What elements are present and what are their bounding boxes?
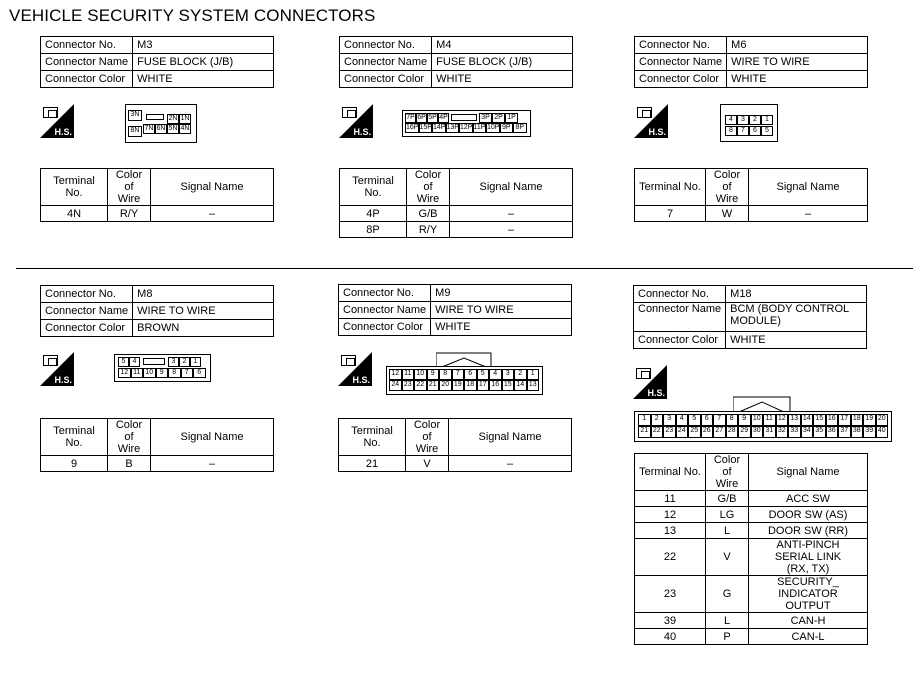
connector-color-label: Connector Color [340, 71, 432, 88]
table-row [635, 576, 868, 613]
pin: 22 [414, 380, 427, 391]
terminal-no: 39 [635, 613, 706, 629]
pin: 2P [492, 113, 505, 123]
pin: 38 [851, 426, 864, 438]
terminal-no: 4N [41, 206, 108, 222]
pin: 11 [131, 368, 144, 378]
terminal-no: 4P [340, 206, 407, 222]
pin: 8 [168, 368, 181, 378]
terminal-no: 21 [339, 456, 406, 472]
connector-no-value: M18 [726, 286, 867, 303]
terminal-no-header: Terminal No. [339, 419, 406, 456]
connector-m6-terminals [634, 168, 868, 222]
hs-label: H.S. [352, 375, 370, 385]
connector-m4-terminals [339, 168, 573, 238]
pin: 39 [863, 426, 876, 438]
pin: 2 [514, 369, 527, 380]
connector-name-label: Connector Name [635, 54, 727, 71]
wire-color-header: Color of Wire [406, 419, 449, 456]
signal-name: – [749, 206, 868, 222]
pin: 37 [838, 426, 851, 438]
pin: 4 [129, 357, 140, 367]
terminal-no: 8P [340, 222, 407, 238]
pin: 5 [118, 357, 129, 367]
connector-name-value: WIRE TO WIRE [431, 302, 572, 319]
hs-icon [338, 352, 372, 386]
wire-color: G/B [407, 206, 450, 222]
wire-color: W [706, 206, 749, 222]
signal-name: – [449, 456, 572, 472]
table-row [635, 539, 868, 576]
connector-no-value: M6 [727, 37, 868, 54]
pin: 8P [513, 123, 527, 133]
pin: 24 [676, 426, 689, 438]
pin: 7N [144, 125, 154, 132]
pin: 8 [439, 369, 452, 380]
connector-key [451, 114, 477, 121]
signal-name: CAN-L [749, 629, 868, 645]
pin: 2 [179, 357, 190, 367]
pin: 9P [500, 123, 514, 133]
pin: 10 [414, 369, 427, 380]
connector-name-label: Connector Name [41, 54, 133, 71]
pin: 28 [726, 426, 739, 438]
wire-color: L [706, 523, 749, 539]
table-row [635, 523, 868, 539]
pin: 25 [688, 426, 701, 438]
pin: 4 [725, 115, 737, 125]
hs-icon [339, 104, 373, 138]
pin: 4P [439, 114, 448, 121]
pin: 5 [761, 126, 773, 136]
pin: 9 [738, 414, 751, 426]
connector-color-value: BROWN [133, 320, 274, 337]
pin: 4 [489, 369, 502, 380]
pin: 31 [763, 426, 776, 438]
pin: 15 [502, 380, 515, 391]
pin: 21 [638, 426, 651, 438]
pin: 18 [464, 380, 477, 391]
hs-label: H.S. [353, 127, 371, 137]
terminal-no: 40 [635, 629, 706, 645]
pin: 16P [406, 124, 419, 131]
terminal-no-header: Terminal No. [41, 169, 108, 206]
connector-name-label: Connector Name [634, 303, 726, 332]
connector-m9-face [386, 366, 543, 395]
hs-icon [40, 104, 74, 138]
connector-color-label: Connector Color [41, 320, 133, 337]
pin: 4N [180, 125, 190, 132]
pin: 6P [417, 114, 426, 121]
wire-color: P [706, 629, 749, 645]
connector-no-label: Connector No. [635, 37, 727, 54]
connector-color-label: Connector Color [339, 319, 431, 336]
pin: 1 [761, 115, 773, 125]
terminal-no: 9 [41, 456, 108, 472]
connector-name-label: Connector Name [41, 303, 133, 320]
connector-m6-info [634, 36, 868, 88]
table-row [635, 491, 868, 507]
wire-color-header: Color of Wire [407, 169, 450, 206]
connector-no-label: Connector No. [41, 286, 133, 303]
pin: 3 [502, 369, 515, 380]
pin: 1N [180, 115, 190, 122]
terminal-no-header: Terminal No. [340, 169, 407, 206]
signal-name: SECURITY_ INDICATOR OUTPUT [749, 576, 868, 613]
wire-color: G [706, 576, 749, 613]
connector-color-label: Connector Color [634, 332, 726, 349]
pin: 12 [776, 414, 789, 426]
pin: 6 [749, 126, 761, 136]
signal-name: DOOR SW (RR) [749, 523, 868, 539]
pin: 5 [688, 414, 701, 426]
hs-icon [633, 365, 667, 399]
pin: 3 [663, 414, 676, 426]
pin: 12 [118, 368, 131, 378]
wire-color-header: Color of Wire [706, 169, 749, 206]
connector-m3-info [40, 36, 274, 88]
signal-name: DOOR SW (AS) [749, 507, 868, 523]
connector-no-value: M3 [133, 37, 274, 54]
connector-m18-info [633, 285, 867, 349]
pin: 5N [168, 125, 178, 132]
pin: 4 [676, 414, 689, 426]
pin: 27 [713, 426, 726, 438]
table-row [339, 456, 572, 472]
connector-name-label: Connector Name [339, 302, 431, 319]
pin: 21 [427, 380, 440, 391]
hs-label: H.S. [647, 388, 665, 398]
connector-no-label: Connector No. [634, 286, 726, 303]
connector-m4-info [339, 36, 573, 88]
pin: 23 [663, 426, 676, 438]
signal-name: – [450, 206, 573, 222]
pin: 9 [156, 368, 169, 378]
pin: 11P [473, 124, 486, 131]
page-title: VEHICLE SECURITY SYSTEM CONNECTORS [9, 6, 376, 25]
pin: 17 [477, 380, 490, 391]
pin: 2N [168, 115, 178, 122]
connector-name-value: FUSE BLOCK (J/B) [432, 54, 573, 71]
wire-color: B [108, 456, 151, 472]
pin: 6 [701, 414, 714, 426]
pin: 20 [876, 414, 889, 426]
signal-name-header: Signal Name [151, 169, 274, 206]
pin: 34 [801, 426, 814, 438]
terminal-no: 23 [635, 576, 706, 613]
pin: 8 [726, 414, 739, 426]
hs-icon [634, 104, 668, 138]
pin: 24 [389, 380, 402, 391]
pin: 26 [701, 426, 714, 438]
connector-m3-terminals [40, 168, 274, 222]
connector-name-label: Connector Name [340, 54, 432, 71]
pin: 1 [190, 357, 201, 367]
connector-key [143, 358, 165, 365]
connector-name-value: WIRE TO WIRE [133, 303, 274, 320]
table-row [635, 613, 868, 629]
connector-m18-face [634, 411, 892, 442]
terminal-no-header: Terminal No. [635, 454, 706, 491]
pin: 14 [801, 414, 814, 426]
connector-color-value: WHITE [431, 319, 572, 336]
pin: 16 [489, 380, 502, 391]
signal-name: – [450, 222, 573, 238]
pin: 19 [452, 380, 465, 391]
terminal-no: 11 [635, 491, 706, 507]
pin: 19 [863, 414, 876, 426]
pin: 7 [181, 368, 194, 378]
signal-name: CAN-H [749, 613, 868, 629]
pin: 7P [406, 114, 415, 121]
connector-color-label: Connector Color [41, 71, 133, 88]
pin: 11 [763, 414, 776, 426]
signal-name-header: Signal Name [749, 454, 868, 491]
pin: 3N [128, 110, 142, 121]
connector-color-value: WHITE [726, 332, 867, 349]
pin: 23 [402, 380, 415, 391]
pin: 36 [826, 426, 839, 438]
connector-m8-terminals [40, 418, 274, 472]
pin: 12P [460, 124, 473, 131]
connector-no-label: Connector No. [339, 285, 431, 302]
pin: 3 [737, 115, 749, 125]
table-row [41, 456, 274, 472]
pin: 29 [738, 426, 751, 438]
pin: 7 [713, 414, 726, 426]
pin: 9 [427, 369, 440, 380]
connector-m3-face [125, 104, 197, 143]
pin: 20 [439, 380, 452, 391]
pin: 6N [156, 125, 166, 132]
table-row [340, 206, 573, 222]
pin: 30 [751, 426, 764, 438]
connector-m4-face [402, 110, 531, 137]
pin: 6 [193, 368, 206, 378]
connector-name-value: BCM (BODY CONTROL MODULE) [726, 303, 867, 332]
signal-name: ANTI-PINCH SERIAL LINK (RX, TX) [749, 539, 868, 576]
pin: 2 [651, 414, 664, 426]
pin: 1 [527, 369, 540, 380]
signal-name-header: Signal Name [449, 419, 572, 456]
table-row [635, 206, 868, 222]
hs-icon [40, 352, 74, 386]
pin: 35 [813, 426, 826, 438]
connector-name-value: WIRE TO WIRE [727, 54, 868, 71]
pin: 13 [788, 414, 801, 426]
signal-name: – [151, 456, 274, 472]
connector-m18-terminals [634, 453, 868, 645]
pin: 6 [464, 369, 477, 380]
pin: 7 [452, 369, 465, 380]
connector-color-value: WHITE [133, 71, 274, 88]
connector-color-value: WHITE [727, 71, 868, 88]
pin: 8 [725, 126, 737, 136]
connector-key [146, 114, 164, 120]
connector-color-label: Connector Color [635, 71, 727, 88]
pin: 18 [851, 414, 864, 426]
pin: 1 [638, 414, 651, 426]
pin: 15 [813, 414, 826, 426]
hs-label: H.S. [54, 375, 72, 385]
pin: 3P [479, 113, 492, 123]
pin: 32 [776, 426, 789, 438]
signal-name: – [151, 206, 274, 222]
pin: 10 [143, 368, 156, 378]
signal-name-header: Signal Name [151, 419, 274, 456]
signal-name: ACC SW [749, 491, 868, 507]
pin: 13 [527, 380, 540, 391]
wire-color-header: Color of Wire [706, 454, 749, 491]
pin: 14P [433, 124, 446, 131]
hs-label: H.S. [54, 127, 72, 137]
terminal-no: 12 [635, 507, 706, 523]
pin: 15P [419, 124, 432, 131]
table-row [635, 507, 868, 523]
connector-no-value: M8 [133, 286, 274, 303]
pin: 40 [876, 426, 889, 438]
terminal-no: 13 [635, 523, 706, 539]
pin: 17 [838, 414, 851, 426]
terminal-no-header: Terminal No. [41, 419, 108, 456]
pin: 8N [128, 126, 142, 137]
wire-color: R/Y [108, 206, 151, 222]
terminal-no: 22 [635, 539, 706, 576]
hs-label: H.S. [648, 127, 666, 137]
terminal-no-header: Terminal No. [635, 169, 706, 206]
pin: 7 [737, 126, 749, 136]
wire-color: V [706, 539, 749, 576]
pin: 14 [514, 380, 527, 391]
signal-name-header: Signal Name [749, 169, 868, 206]
pin: 33 [788, 426, 801, 438]
wire-color-header: Color of Wire [108, 169, 151, 206]
wire-color: R/Y [407, 222, 450, 238]
wire-color-header: Color of Wire [108, 419, 151, 456]
connector-m8-info [40, 285, 274, 337]
pin: 1P [505, 113, 518, 123]
connector-m8-face [114, 354, 211, 382]
pin: 13P [446, 124, 459, 131]
pin: 3 [168, 357, 179, 367]
signal-name-header: Signal Name [450, 169, 573, 206]
wire-color: L [706, 613, 749, 629]
connector-m9-terminals [338, 418, 572, 472]
connector-no-value: M9 [431, 285, 572, 302]
pin: 22 [651, 426, 664, 438]
pin: 5 [477, 369, 490, 380]
connector-m9-info [338, 284, 572, 336]
wire-color: V [406, 456, 449, 472]
wire-color: LG [706, 507, 749, 523]
pin: 2 [749, 115, 761, 125]
connector-m6-face [720, 104, 778, 142]
table-row [635, 629, 868, 645]
pin: 10 [751, 414, 764, 426]
connector-no-label: Connector No. [340, 37, 432, 54]
connector-color-value: WHITE [432, 71, 573, 88]
table-row [41, 206, 274, 222]
pin: 11 [402, 369, 415, 380]
pin: 5P [428, 114, 437, 121]
connector-no-label: Connector No. [41, 37, 133, 54]
pin: 10P [487, 124, 500, 131]
pin: 12 [389, 369, 402, 380]
connector-name-value: FUSE BLOCK (J/B) [133, 54, 274, 71]
terminal-no: 7 [635, 206, 706, 222]
wire-color: G/B [706, 491, 749, 507]
pin: 16 [826, 414, 839, 426]
table-row [340, 222, 573, 238]
section-divider [16, 268, 913, 269]
connector-no-value: M4 [432, 37, 573, 54]
